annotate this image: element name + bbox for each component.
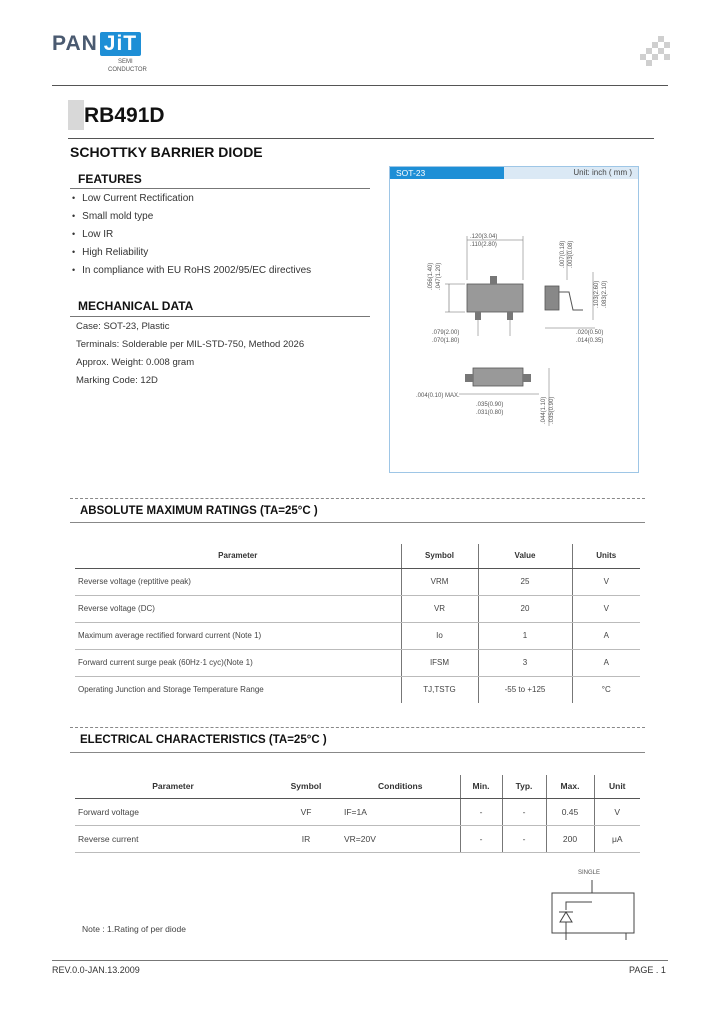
table-cell: A [572,622,640,649]
list-item: • Low Current Rectification [72,193,311,211]
table-cell: 25 [478,568,572,595]
mechanical-divider [70,316,370,317]
table-cell: 0.45 [546,798,594,825]
dim-label: .031(0.80) [476,410,504,416]
column-header: Typ. [502,775,546,798]
column-header: Symbol [271,775,341,798]
features-title: FEATURES [78,172,142,186]
table-cell: TJ,TSTG [401,676,478,703]
part-number: RB491D [84,104,165,127]
column-header: Parameter [75,544,401,568]
dim-label: .020(0.50) [576,330,604,336]
column-header: Units [572,544,640,568]
abs-max-divider-top [70,498,645,499]
elec-divider [70,752,645,753]
table-row [75,595,640,622]
logo-sub-line-2: CONDUCTOR [108,67,147,73]
dim-label: .044(1.10) [541,396,547,424]
table-cell: - [502,798,546,825]
dim-label: .103(2.60) [594,280,600,308]
table-cell: Maximum average rectified forward current (Note 1) [75,622,401,649]
table-header-row [75,544,640,568]
elec-divider-top [70,727,645,728]
table-cell: 3 [478,649,572,676]
dim-label: .014(0.35) [576,338,604,344]
abs-max-divider [70,522,645,523]
column-header: Value [478,544,572,568]
table-row [75,649,640,676]
package-name: SOT-23 [390,167,504,179]
column-header: Symbol [401,544,478,568]
logo-subtext [108,58,147,74]
list-item: • In compliance with EU RoHS 2002/95/EC directives [72,265,311,283]
list-item: Case: SOT-23, Plastic [76,321,170,332]
table-cell: Reverse current [75,825,271,852]
list-item: Approx. Weight: 0.008 gram [76,357,195,368]
title-divider [68,138,654,139]
column-header: Max. [546,775,594,798]
table-cell: 20 [478,595,572,622]
table-cell: - [460,825,502,852]
table-row [75,825,640,852]
dim-label: .003(0.08) [568,240,574,268]
table-cell: VR=20V [341,825,460,852]
list-item: • Small mold type [72,211,311,229]
elec-table [75,775,640,853]
mechanical-title: MECHANICAL DATA [78,299,194,313]
dim-label: .007(0.18) [560,240,566,268]
dim-label: .056(1.40) [428,262,434,290]
note: Note : 1.Rating of per diode [82,924,186,934]
abs-max-table [75,544,640,703]
header-divider [52,85,668,86]
list-item: Marking Code: 12D [76,375,158,386]
logo-jit-text: JiT [100,32,141,56]
table-cell: - [460,798,502,825]
table-cell: IF=1A [341,798,460,825]
circuit-label: SINGLE [578,870,601,876]
brand-logo [52,32,141,56]
table-row [75,676,640,703]
column-header: Min. [460,775,502,798]
table-cell: IFSM [401,649,478,676]
list-item: • Low IR [72,229,311,247]
table-cell: VRM [401,568,478,595]
list-item: • High Reliability [72,247,311,265]
table-cell: IR [271,825,341,852]
table-cell: 200 [546,825,594,852]
table-cell: 1 [478,622,572,649]
table-cell: -55 to +125 [478,676,572,703]
dim-label: .035(0.90) [549,396,555,424]
revision-text: REV.0.0-JAN.13.2009 [52,965,140,975]
column-header: Conditions [341,775,460,798]
features-list [72,193,311,283]
table-cell: - [502,825,546,852]
list-item: Terminals: Solderable per MIL-STD-750, Method 2026 [76,339,305,350]
footer-divider [52,960,668,961]
package-drawing [389,180,639,472]
table-cell: Reverse voltage (DC) [75,595,401,622]
table-cell: V [572,595,640,622]
features-divider [70,188,370,189]
column-header: Unit [594,775,640,798]
decorative-squares-icon [640,36,670,66]
table-row [75,798,640,825]
mechanical-list [76,321,304,393]
package-unit: Unit: inch ( mm ) [504,167,638,179]
table-row [75,568,640,595]
table-cell: Reverse voltage (reptitive peak) [75,568,401,595]
dim-label: .120(3.04) [470,234,498,240]
table-header-row [75,775,640,798]
page-number: PAGE . 1 [629,965,666,975]
table-cell: Forward current surge peak (60Hz·1 cyc)(Note 1) [75,649,401,676]
table-row [75,622,640,649]
elec-title: ELECTRICAL CHARACTERISTICS (TA=25°C ) [80,734,327,746]
table-cell: Forward voltage [75,798,271,825]
logo-sub-line-1: SEMI [118,59,133,65]
logo-pan-text: PAN [52,32,98,55]
dim-label: .079(2.00) [432,330,460,336]
table-cell: Operating Junction and Storage Temperature Range [78,685,264,695]
dim-label: .110(2.80) [470,242,497,248]
table-cell: °C [572,676,640,703]
dim-label: .004(0.10) MAX. [416,393,460,399]
part-number-marker [68,100,84,130]
dim-label: .083(2.10) [602,280,608,308]
abs-max-title: ABSOLUTE MAXIMUM RATINGS (TA=25°C ) [80,505,318,517]
table-cell: A [572,649,640,676]
diode-schematic-icon [548,878,638,942]
table-cell: V [572,568,640,595]
column-header: Parameter [75,775,271,798]
device-subtitle: SCHOTTKY BARRIER DIODE [70,144,263,160]
table-cell: μA [594,825,640,852]
table-cell: VF [271,798,341,825]
dim-label: .070(1.80) [432,338,460,344]
table-cell: V [594,798,640,825]
dim-label: .047(1.20) [436,262,442,290]
table-cell: Io [401,622,478,649]
dim-label: .035(0.90) [476,402,504,408]
table-cell: VR [401,595,478,622]
